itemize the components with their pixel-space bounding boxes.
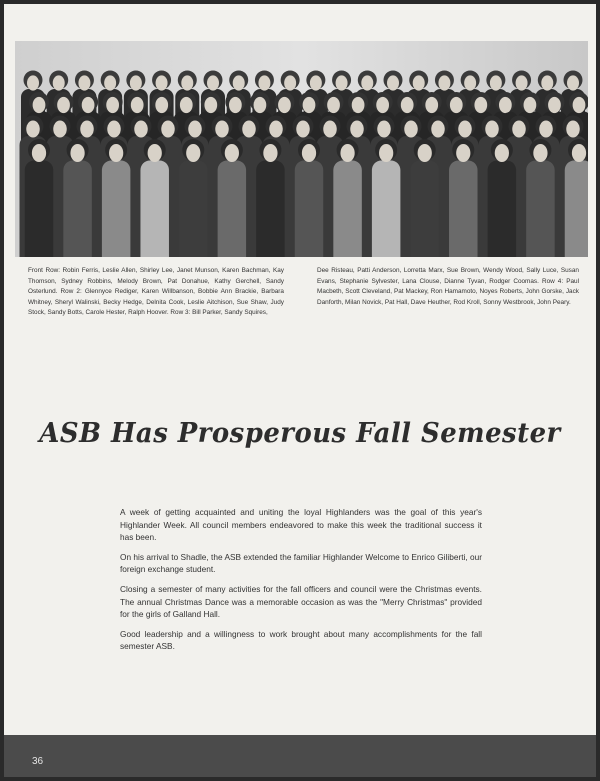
- person-face: [181, 75, 193, 90]
- person-face: [106, 97, 119, 113]
- person-face: [233, 75, 245, 90]
- person-face: [485, 120, 499, 137]
- group-photo: [15, 41, 588, 257]
- person-face: [33, 97, 46, 113]
- person-face: [361, 75, 373, 90]
- footer-bar: [4, 735, 596, 777]
- person-face: [418, 144, 432, 162]
- article-paragraph: Closing a semester of many activities for the fall officers and council were the Christmas events. The annual Christmas Dance was a memorable occasion as was the "Merry Christmas" provided for the girls of Galland Hall.: [120, 583, 482, 620]
- person-face: [215, 120, 229, 137]
- person-face: [474, 97, 487, 113]
- person-face: [32, 144, 46, 162]
- person-face: [180, 97, 193, 113]
- person-face: [302, 144, 316, 162]
- person-face: [438, 75, 450, 90]
- person-face: [254, 97, 267, 113]
- person-body: [333, 161, 362, 258]
- person-face: [573, 97, 586, 113]
- person-face: [567, 75, 579, 90]
- person-face: [204, 97, 217, 113]
- person-face: [26, 120, 40, 137]
- person-face: [379, 144, 393, 162]
- person-face: [413, 75, 425, 90]
- person-face: [404, 120, 418, 137]
- person-face: [82, 97, 95, 113]
- person-face: [512, 120, 526, 137]
- person-body: [410, 161, 439, 258]
- person-face: [431, 120, 445, 137]
- person-face: [303, 97, 316, 113]
- person-body: [565, 161, 588, 258]
- person-body: [25, 161, 54, 258]
- person-face: [566, 120, 580, 137]
- person-face: [156, 75, 168, 90]
- person-face: [148, 144, 162, 162]
- person-face: [310, 75, 322, 90]
- person-face: [458, 120, 472, 137]
- person-face: [131, 97, 144, 113]
- person-face: [27, 75, 39, 90]
- article-paragraph: A week of getting acquainted and uniting the loyal Highlanders was the goal of this year's Highlander Week. All council members endeavored to make this week the traditional success it has been.: [120, 507, 482, 543]
- person-face: [186, 144, 200, 162]
- person-body: [179, 161, 208, 258]
- photo-caption-right: Dee Risteau, Patti Anderson, Lorretta Marx, Sue Brown, Wendy Wood, Sally Luce, Susan Evans, Stephanie Sylvester, Lana Clouse, Dianne Tyvan, Rodger Coomas. Row 4: Paul Macbeth, Scott Cleveland, Pat Mackey, Ron Hamamoto, Noyes Roberts, John Gorske, Jack Danforth, Milan Novick, Pat Hall, Dave Heuther, Rod Kroll, Sonny Westbrook, John Peary.: [317, 267, 579, 306]
- article-paragraph: Good leadership and a willingness to work brought about many accomplishments for the fall semester ASB.: [120, 628, 482, 652]
- person-face: [450, 97, 463, 113]
- photo-caption-left: Front Row: Robin Ferris, Leslie Allen, Shirley Lee, Janet Munson, Karen Bachman, Kay Thomson, Sydney Robbins, Melody Brown, Pat Donahue, Kathy Gerchell, Sandy Osterlund. Row 2: Glennyce Rediger, Karen Willbanson, Bobbie Ann Brackie, Barbara Whitney, Sheryl Walinski, Becky Hedge, Delnita Cook, Leslie Aitchison, Sue Shaw, Judy Stock, Sandy Botts, Carole Hester, Ralph Hoover. Row 3: Bill Parker, Sandy Squires,: [28, 267, 284, 317]
- person-face: [134, 120, 148, 137]
- person-face: [258, 75, 270, 90]
- person-face: [327, 97, 340, 113]
- person-body: [488, 161, 517, 258]
- person-face: [188, 120, 202, 137]
- person-body: [295, 161, 324, 258]
- person-face: [539, 120, 553, 137]
- person-face: [490, 75, 502, 90]
- person-face: [53, 120, 67, 137]
- person-face: [53, 75, 65, 90]
- person-face: [464, 75, 476, 90]
- person-face: [524, 97, 537, 113]
- person-face: [533, 144, 547, 162]
- person-face: [499, 97, 512, 113]
- person-face: [296, 120, 310, 137]
- person-face: [340, 144, 354, 162]
- person-face: [78, 75, 90, 90]
- article-body: [120, 506, 482, 660]
- person-face: [425, 97, 438, 113]
- person-face: [336, 75, 348, 90]
- person-body: [449, 161, 478, 258]
- page-headline: ASB Has Prosperous Fall Semester: [39, 418, 561, 449]
- person-face: [229, 97, 242, 113]
- person-face: [350, 120, 364, 137]
- person-face: [242, 120, 256, 137]
- person-face: [541, 75, 553, 90]
- person-face: [109, 144, 123, 162]
- person-face: [323, 120, 337, 137]
- article-paragraph: On his arrival to Shadle, the ASB extended the familiar Highlander Welcome to Enrico Giliberti, our foreign exchange student.: [120, 551, 482, 575]
- person-face: [70, 144, 84, 162]
- person-face: [284, 75, 296, 90]
- person-face: [80, 120, 94, 137]
- yearbook-page: [4, 4, 596, 777]
- person-face: [572, 144, 586, 162]
- person-face: [155, 97, 168, 113]
- person-body: [140, 161, 169, 258]
- page-number: 36: [32, 756, 44, 767]
- person-face: [107, 120, 121, 137]
- person-body: [102, 161, 130, 258]
- person-body: [372, 161, 401, 258]
- person-face: [387, 75, 399, 90]
- person-face: [130, 75, 142, 90]
- person-face: [263, 144, 277, 162]
- person-body: [526, 161, 555, 258]
- person-face: [161, 120, 175, 137]
- person-body: [256, 161, 285, 258]
- person-face: [57, 97, 70, 113]
- person-body: [218, 161, 247, 258]
- person-face: [548, 97, 561, 113]
- person-face: [269, 120, 283, 137]
- person-face: [377, 120, 391, 137]
- person-face: [456, 144, 470, 162]
- group-photo-illustration: [15, 41, 588, 257]
- person-face: [401, 97, 414, 113]
- person-face: [516, 75, 528, 90]
- person-face: [278, 97, 291, 113]
- person-face: [495, 144, 509, 162]
- person-face: [352, 97, 365, 113]
- person-body: [63, 161, 91, 258]
- person-face: [207, 75, 219, 90]
- person-face: [376, 97, 389, 113]
- person-face: [225, 144, 239, 162]
- person-face: [104, 75, 116, 90]
